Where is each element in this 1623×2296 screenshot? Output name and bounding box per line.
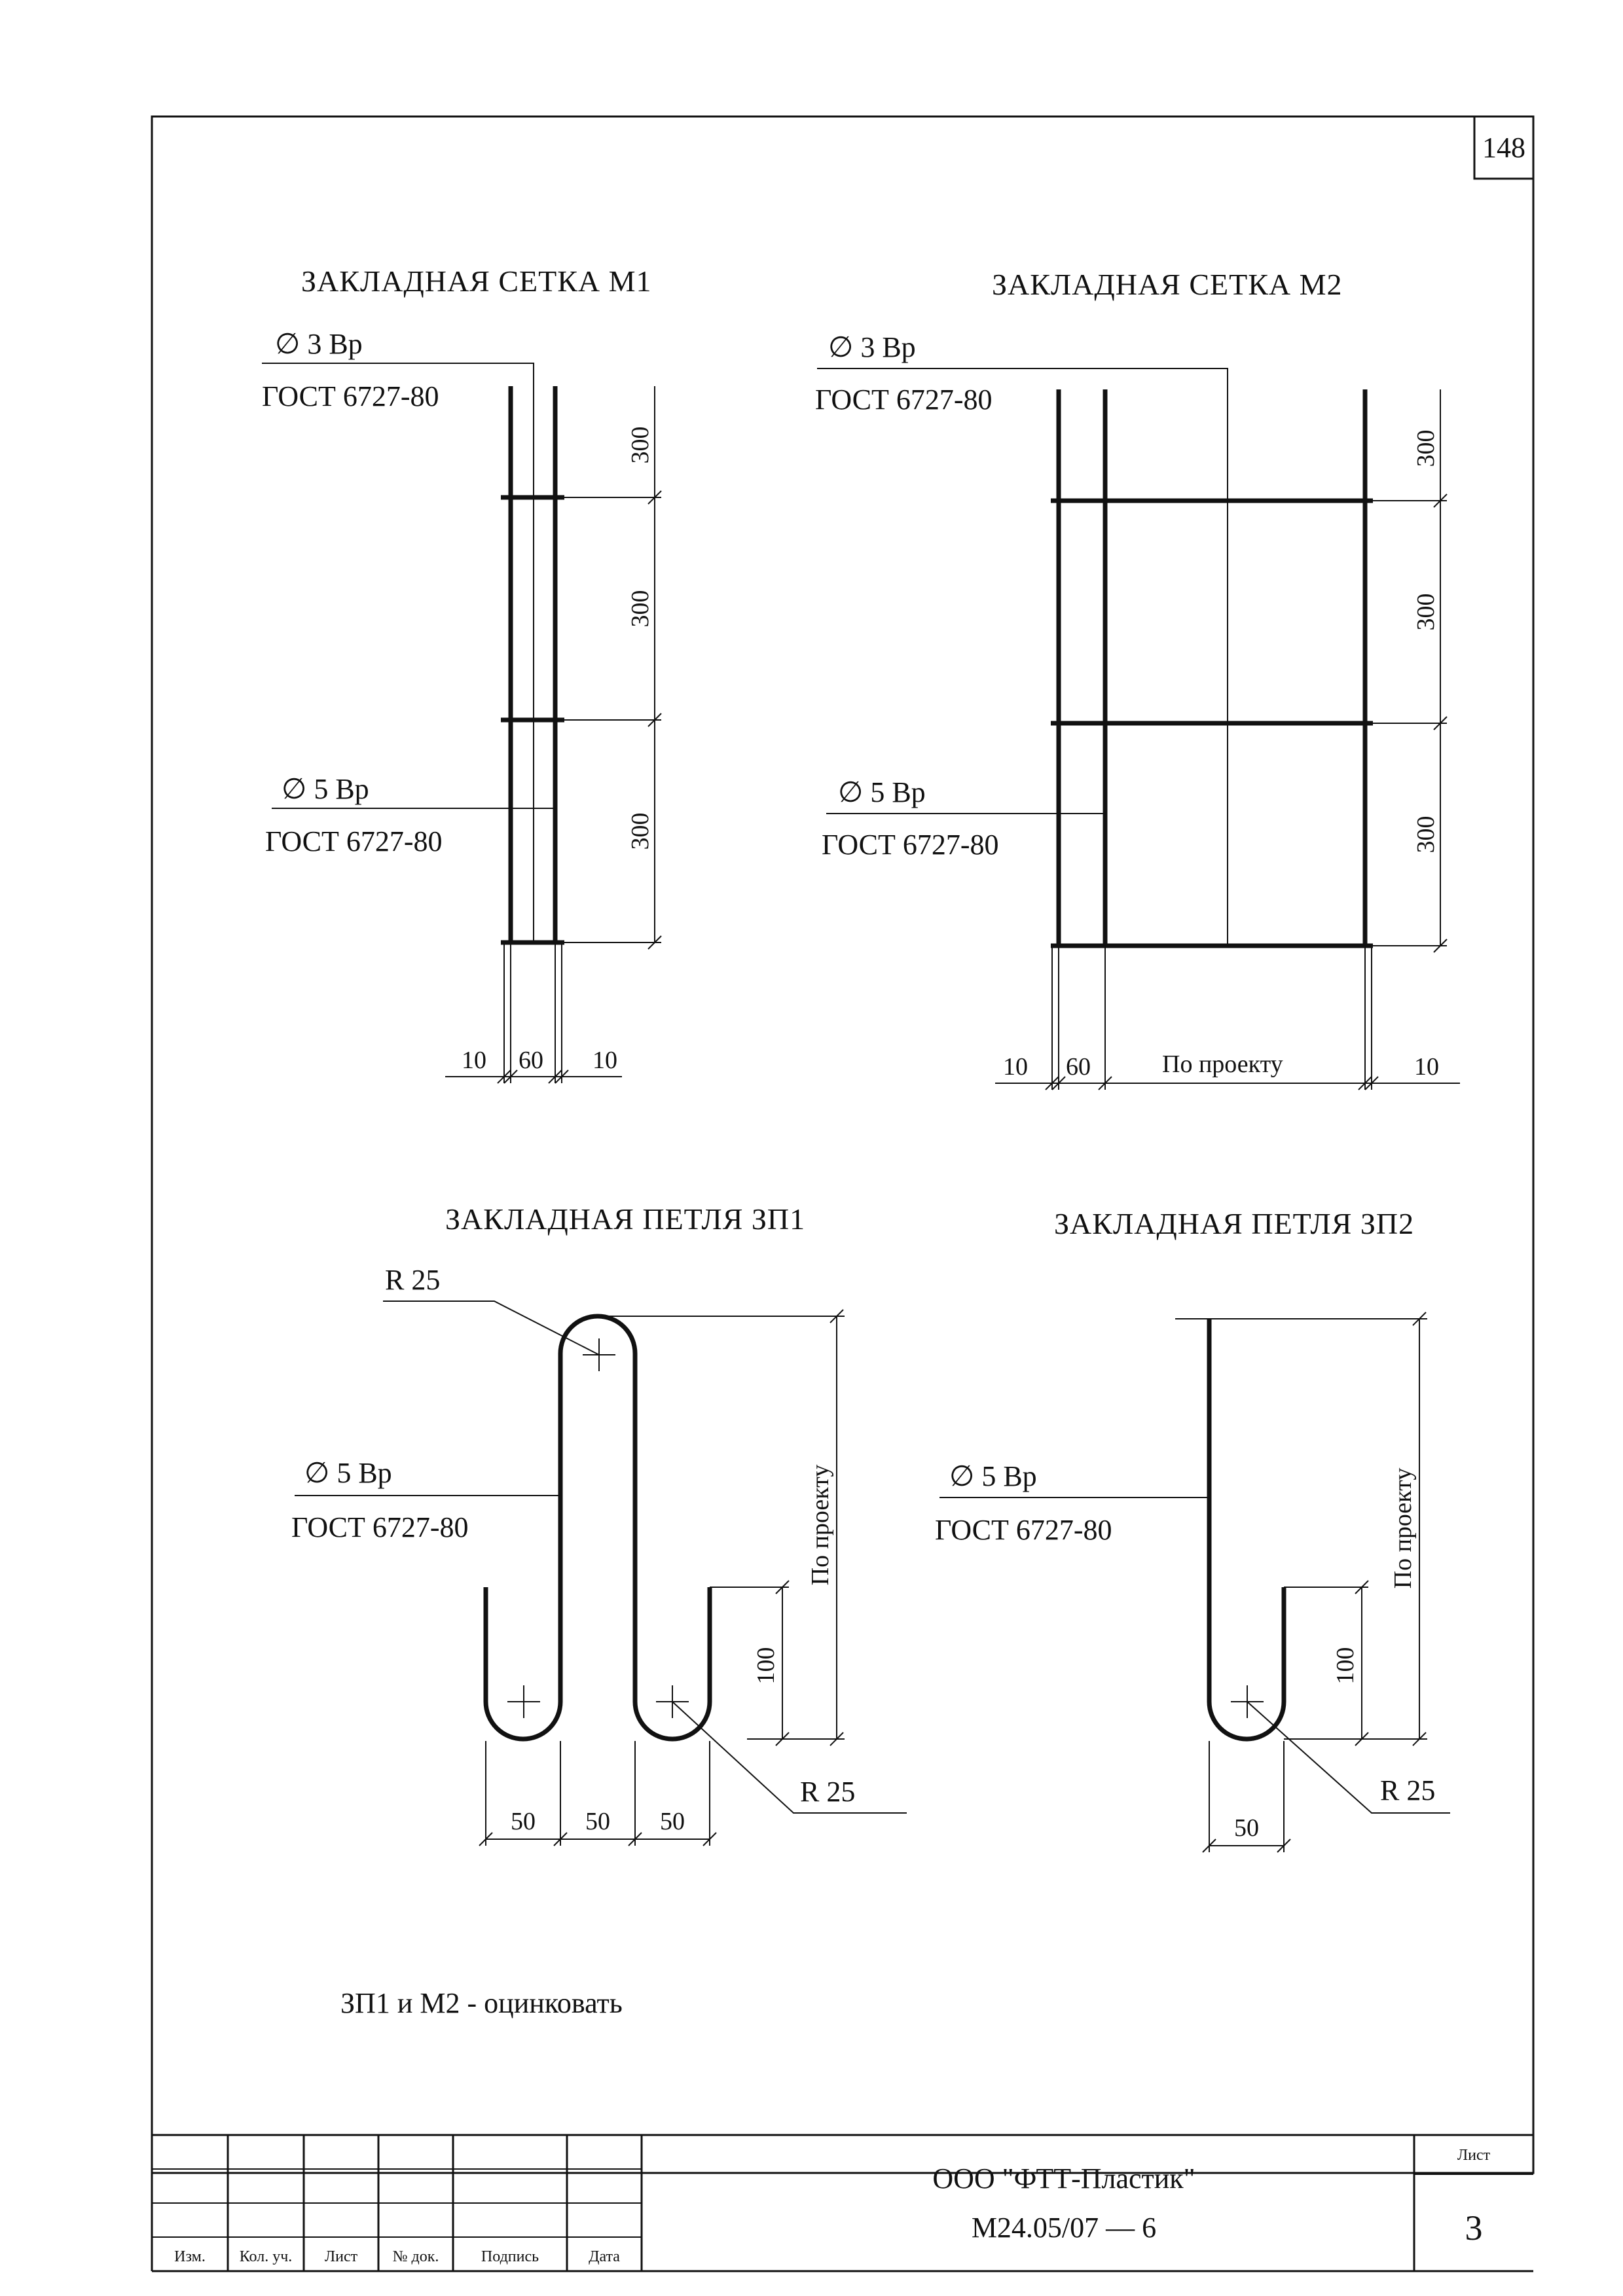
mesh-m2-dim-h-1: 10 <box>1003 1053 1028 1081</box>
loop-zp2-std: ГОСТ 6727-80 <box>935 1514 1112 1546</box>
mesh-m1 <box>262 264 661 1083</box>
mesh-m2-title: ЗАКЛАДНАЯ СЕТКА М2 <box>992 268 1343 301</box>
mesh-m2-dim-v-3: 300 <box>1412 816 1440 853</box>
mesh-m2-mid-callout: ∅ 5 Вр <box>838 776 926 808</box>
loop-zp1 <box>291 1202 907 1846</box>
title-block-col-doc: № док. <box>392 2248 439 2265</box>
mesh-m2-dim-h-4: 10 <box>1414 1053 1439 1081</box>
loop-zp1-radius-bottom: R 25 <box>800 1776 856 1808</box>
loop-zp1-dim-hook: 100 <box>752 1647 780 1685</box>
loop-zp1-std: ГОСТ 6727-80 <box>291 1511 469 1543</box>
mesh-m2-top-std: ГОСТ 6727-80 <box>815 384 993 416</box>
loop-zp2-dim-h-1: 50 <box>1234 1814 1259 1842</box>
mesh-m2-dim-h-3: По проекту <box>1162 1050 1283 1078</box>
mesh-m2-dim-v-2: 300 <box>1412 593 1440 631</box>
loop-zp1-dim-h-3: 50 <box>660 1808 685 1835</box>
mesh-m2-dim-h-2: 60 <box>1066 1053 1091 1081</box>
loop-zp2-radius: R 25 <box>1380 1774 1436 1806</box>
title-block-document-code: М24.05/07 — 6 <box>971 2212 1157 2244</box>
loop-zp1-dim-h-1: 50 <box>511 1808 536 1835</box>
mesh-m2-dim-v-1: 300 <box>1412 429 1440 467</box>
mesh-m1-mid-std: ГОСТ 6727-80 <box>265 825 443 857</box>
mesh-m1-dim-v-1: 300 <box>627 426 654 464</box>
loop-zp2 <box>935 1207 1450 1852</box>
mesh-m1-dim-v-3: 300 <box>627 812 654 850</box>
mesh-m1-mid-callout: ∅ 5 Вр <box>282 773 369 805</box>
mesh-m2-mid-std: ГОСТ 6727-80 <box>822 829 999 861</box>
title-block-col-izm: Изм. <box>174 2248 206 2265</box>
mesh-m1-top-callout: ∅ 3 Вр <box>275 328 363 360</box>
loop-zp2-callout: ∅ 5 Вр <box>949 1460 1037 1492</box>
title-block-organization: ООО "ФТТ-Пластик" <box>932 2162 1195 2195</box>
loop-zp1-callout: ∅ 5 Вр <box>304 1457 392 1489</box>
title-block-col-signature: Подпись <box>481 2248 539 2265</box>
title-block-col-list: Лист <box>324 2248 358 2265</box>
top-sheet-number-box <box>1474 117 1533 179</box>
loop-zp1-dim-h-2: 50 <box>585 1808 610 1835</box>
top-sheet-number: 148 <box>1482 132 1525 164</box>
loop-zp2-dim-height: По проекту <box>1389 1467 1417 1589</box>
loop-zp1-dim-height: По проекту <box>807 1464 834 1586</box>
loop-zp1-title: ЗАКЛАДНАЯ ПЕТЛЯ ЗП1 <box>445 1202 806 1236</box>
title-block-col-date: Дата <box>589 2248 620 2265</box>
loop-zp2-dim-hook: 100 <box>1332 1647 1359 1685</box>
mesh-m1-dim-h-1: 10 <box>462 1047 486 1074</box>
loop-zp1-center-left <box>507 1685 540 1718</box>
title-block-col-kol-uch: Кол. уч. <box>239 2248 293 2265</box>
title-block-sheet-value: 3 <box>1465 2208 1483 2248</box>
mesh-m2 <box>815 268 1460 1090</box>
mesh-m1-top-std: ГОСТ 6727-80 <box>262 380 439 412</box>
title-block-sheet-label: Лист <box>1457 2147 1491 2164</box>
mesh-m2-top-callout: ∅ 3 Вр <box>828 331 916 363</box>
loop-zp1-radius-top: R 25 <box>385 1264 441 1296</box>
mesh-m1-title: ЗАКЛАДНАЯ СЕТКА М1 <box>301 264 652 298</box>
loop-zp2-title: ЗАКЛАДНАЯ ПЕТЛЯ ЗП2 <box>1054 1207 1415 1240</box>
title-block <box>152 2135 1533 2271</box>
mesh-m1-dim-v-2: 300 <box>627 590 654 628</box>
sheet-frame <box>152 117 1533 2173</box>
mesh-m1-dim-h-2: 60 <box>519 1047 543 1074</box>
loop-zp1-rod <box>486 1316 710 1739</box>
loop-zp2-rod <box>1209 1319 1284 1739</box>
mesh-m1-dim-h-3: 10 <box>593 1047 617 1074</box>
note-text: ЗП1 и М2 - оцинковать <box>340 1987 623 2019</box>
